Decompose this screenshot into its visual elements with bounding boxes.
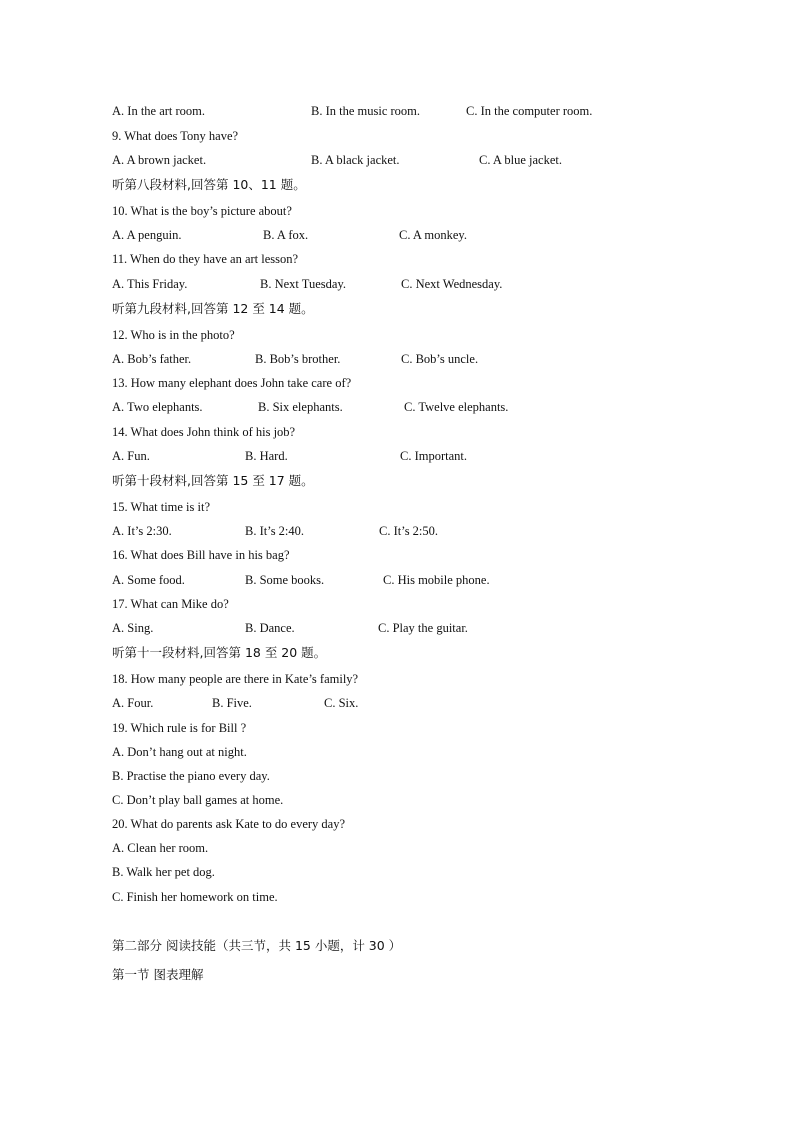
question-text: 9. What does Tony have? xyxy=(112,129,239,143)
question-text: 13. How many elephant does John take care of? xyxy=(112,376,352,390)
question-text: 20. What do parents ask Kate to do every day? xyxy=(112,817,346,831)
answer-option: B. Hard. xyxy=(245,449,288,463)
section-heading: 听第八段材料,回答第 10、11 题。 xyxy=(112,177,306,192)
answer-option: B. Six elephants. xyxy=(258,400,343,414)
answer-option: B. Bob’s brother. xyxy=(255,352,341,366)
answer-option: A. Fun. xyxy=(112,449,150,463)
section-heading: 听第十一段材料,回答第 18 至 20 题。 xyxy=(112,645,327,660)
question-text: 11. When do they have an art lesson? xyxy=(112,252,299,266)
answer-option: A. Some food. xyxy=(112,573,185,587)
answer-option: A. Four. xyxy=(112,696,154,710)
question-text: C. Finish her homework on time. xyxy=(112,890,278,904)
answer-option: B. Some books. xyxy=(245,573,325,587)
answer-option: B. Dance. xyxy=(245,621,295,635)
answer-option: A. In the art room. xyxy=(112,104,206,118)
question-text: 19. Which rule is for Bill ? xyxy=(112,721,247,735)
answer-option: A. Bob’s father. xyxy=(112,352,192,366)
answer-option: B. Next Tuesday. xyxy=(260,277,347,291)
answer-option: A. A penguin. xyxy=(112,228,182,242)
answer-option: C. A blue jacket. xyxy=(479,153,562,167)
question-text: B. Practise the piano every day. xyxy=(112,769,270,783)
answer-option: C. Six. xyxy=(324,696,359,710)
answer-option: C. A monkey. xyxy=(399,228,467,242)
question-text: A. Clean her room. xyxy=(112,841,209,855)
question-text: 18. How many people are there in Kate’s family? xyxy=(112,672,359,686)
question-text: 15. What time is it? xyxy=(112,500,211,514)
question-text: A. Don’t hang out at night. xyxy=(112,745,247,759)
question-text: 17. What can Mike do? xyxy=(112,597,229,611)
question-text: 12. Who is in the photo? xyxy=(112,328,235,342)
answer-option: A. Sing. xyxy=(112,621,154,635)
answer-option: C. It’s 2:50. xyxy=(379,524,439,538)
answer-option: C. Twelve elephants. xyxy=(404,400,509,414)
section-heading: 听第十段材料,回答第 15 至 17 题。 xyxy=(112,473,314,488)
section-heading: 听第九段材料,回答第 12 至 14 题。 xyxy=(112,301,314,316)
answer-option: A. Two elephants. xyxy=(112,400,203,414)
answer-option: B. In the music room. xyxy=(311,104,421,118)
answer-option: B. Five. xyxy=(212,696,252,710)
answer-option: B. A black jacket. xyxy=(311,153,400,167)
answer-option: C. In the computer room. xyxy=(466,104,593,118)
answer-option: C. His mobile phone. xyxy=(383,573,490,587)
answer-option: B. A fox. xyxy=(263,228,309,242)
answer-option: C. Next Wednesday. xyxy=(401,277,503,291)
question-text: 14. What does John think of his job? xyxy=(112,425,296,439)
answer-option: A. It’s 2:30. xyxy=(112,524,172,538)
question-text: 10. What is the boy’s picture about? xyxy=(112,204,292,218)
section-heading: 第一节 图表理解 xyxy=(112,967,204,982)
answer-option: C. Play the guitar. xyxy=(378,621,468,635)
answer-option: A. This Friday. xyxy=(112,277,188,291)
answer-option: B. It’s 2:40. xyxy=(245,524,305,538)
question-text: 16. What does Bill have in his bag? xyxy=(112,548,290,562)
answer-option: A. A brown jacket. xyxy=(112,153,207,167)
section-heading: 第二部分 阅读技能（共三节，共 15 小题，计 30 ） xyxy=(112,938,402,953)
answer-option: C. Important. xyxy=(400,449,468,463)
question-text: C. Don’t play ball games at home. xyxy=(112,793,284,807)
question-text: B. Walk her pet dog. xyxy=(112,865,215,879)
answer-option: C. Bob’s uncle. xyxy=(401,352,479,366)
